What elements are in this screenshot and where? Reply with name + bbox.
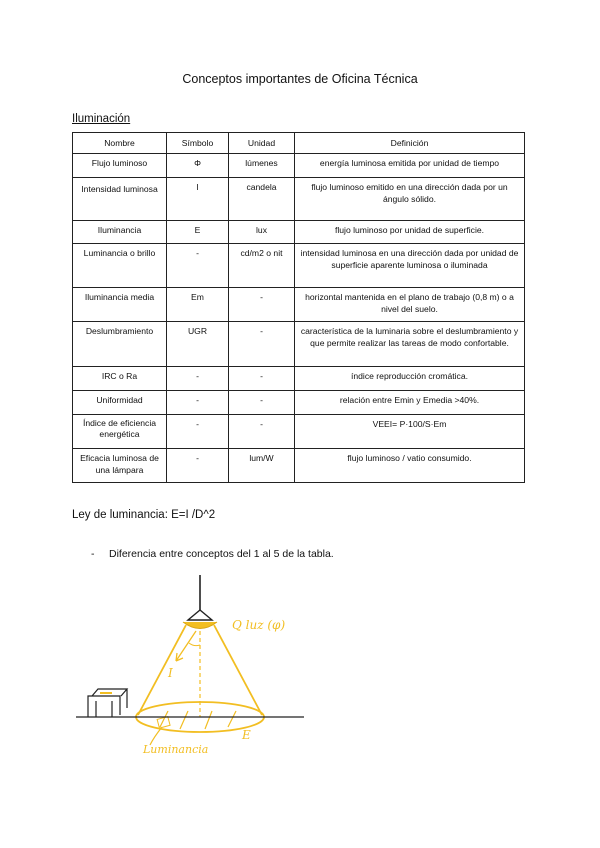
cell-name: Luminancia o brillo bbox=[73, 244, 167, 288]
cell-name: Eficacia luminosa de una lámpara bbox=[73, 449, 167, 483]
cell-symbol: I bbox=[167, 178, 229, 221]
intensity-arrow bbox=[176, 631, 196, 661]
luminance-patch bbox=[157, 717, 170, 729]
table-row bbox=[73, 415, 525, 449]
cell-unit: lux bbox=[229, 221, 295, 244]
luminance-law: Ley de luminancia: E=I /D^2 bbox=[72, 509, 216, 521]
cell-definition: VEEI= P·100/S·Em bbox=[295, 415, 525, 449]
cell-symbol: E bbox=[167, 221, 229, 244]
cell-definition: relación entre Emin y Emedia >40%. bbox=[295, 391, 525, 415]
angle-arc bbox=[189, 643, 200, 646]
header-cell: Símbolo bbox=[167, 133, 229, 154]
table-row bbox=[73, 322, 525, 367]
cell-unit: lum/W bbox=[229, 449, 295, 483]
cell-unit: - bbox=[229, 322, 295, 367]
cell-unit: - bbox=[229, 288, 295, 322]
cell-unit: candela bbox=[229, 178, 295, 221]
table-row bbox=[73, 244, 525, 288]
cell-definition: característica de la luminaria sobre el deslumbramiento y que permite realizar las tareas de modo confortable. bbox=[295, 322, 525, 367]
cell-definition: flujo luminoso emitido en una dirección dada por un ángulo sólido. bbox=[295, 178, 525, 221]
cell-definition: energía luminosa emitida por unidad de tiempo bbox=[295, 154, 525, 178]
section-heading: Iluminación bbox=[72, 113, 131, 125]
bullet-text: Diferencia entre conceptos del 1 al 5 de la tabla. bbox=[109, 548, 334, 560]
cell-name: Iluminancia bbox=[73, 221, 167, 244]
cell-name: Intensidad luminosa bbox=[73, 178, 167, 221]
table-row bbox=[73, 288, 525, 322]
illuminance-label: E bbox=[242, 728, 251, 742]
cell-unit: - bbox=[229, 367, 295, 391]
cell-definition: intensidad luminosa en una dirección dada por unidad de superficie aparente luminosa o iluminada bbox=[295, 244, 525, 288]
flux-label: Q luz (φ) bbox=[232, 618, 286, 632]
cell-name: Flujo luminoso bbox=[73, 154, 167, 178]
table-header-row bbox=[73, 133, 525, 154]
lamp-shade bbox=[188, 610, 212, 620]
cell-symbol: - bbox=[167, 244, 229, 288]
cell-name: Índice de eficiencia energética bbox=[73, 415, 167, 449]
cell-name: IRC o Ra bbox=[73, 367, 167, 391]
cell-symbol: Em bbox=[167, 288, 229, 322]
table-row bbox=[73, 449, 525, 483]
page-title: Conceptos importantes de Oficina Técnica bbox=[182, 72, 418, 86]
cell-symbol: - bbox=[167, 391, 229, 415]
cell-unit: cd/m2 o nit bbox=[229, 244, 295, 288]
table-row bbox=[73, 154, 525, 178]
bullet-marker: - bbox=[91, 548, 95, 560]
bullet-item bbox=[91, 548, 334, 560]
table-row bbox=[73, 391, 525, 415]
cell-name: Deslumbramiento bbox=[73, 322, 167, 367]
lighting-diagram bbox=[0, 565, 600, 765]
header-cell: Unidad bbox=[229, 133, 295, 154]
cell-unit: - bbox=[229, 391, 295, 415]
light-cone-edge bbox=[138, 625, 186, 715]
cell-symbol: - bbox=[167, 449, 229, 483]
header-cell: Definición bbox=[295, 133, 525, 154]
concepts-table bbox=[72, 132, 525, 483]
lamp-bulb bbox=[183, 622, 217, 629]
header-cell: Nombre bbox=[73, 133, 167, 154]
cell-definition: flujo luminoso por unidad de superficie. bbox=[295, 221, 525, 244]
table-row bbox=[73, 221, 525, 244]
cell-symbol: - bbox=[167, 415, 229, 449]
light-cone-edge bbox=[214, 625, 262, 715]
cell-definition: índice reproducción cromática. bbox=[295, 367, 525, 391]
cell-symbol: Φ bbox=[167, 154, 229, 178]
cell-symbol: - bbox=[167, 367, 229, 391]
luminance-label: Luminancia bbox=[143, 743, 209, 756]
cell-name: Iluminancia media bbox=[73, 288, 167, 322]
cell-symbol: UGR bbox=[167, 322, 229, 367]
table-row bbox=[73, 178, 525, 221]
intensity-label: I bbox=[168, 666, 173, 680]
cell-definition: horizontal mantenida en el plano de trabajo (0,8 m) o a nivel del suelo. bbox=[295, 288, 525, 322]
cell-unit: lúmenes bbox=[229, 154, 295, 178]
table-row bbox=[73, 367, 525, 391]
cell-name: Uniformidad bbox=[73, 391, 167, 415]
cell-unit: - bbox=[229, 415, 295, 449]
cell-definition: flujo luminoso / vatio consumido. bbox=[295, 449, 525, 483]
